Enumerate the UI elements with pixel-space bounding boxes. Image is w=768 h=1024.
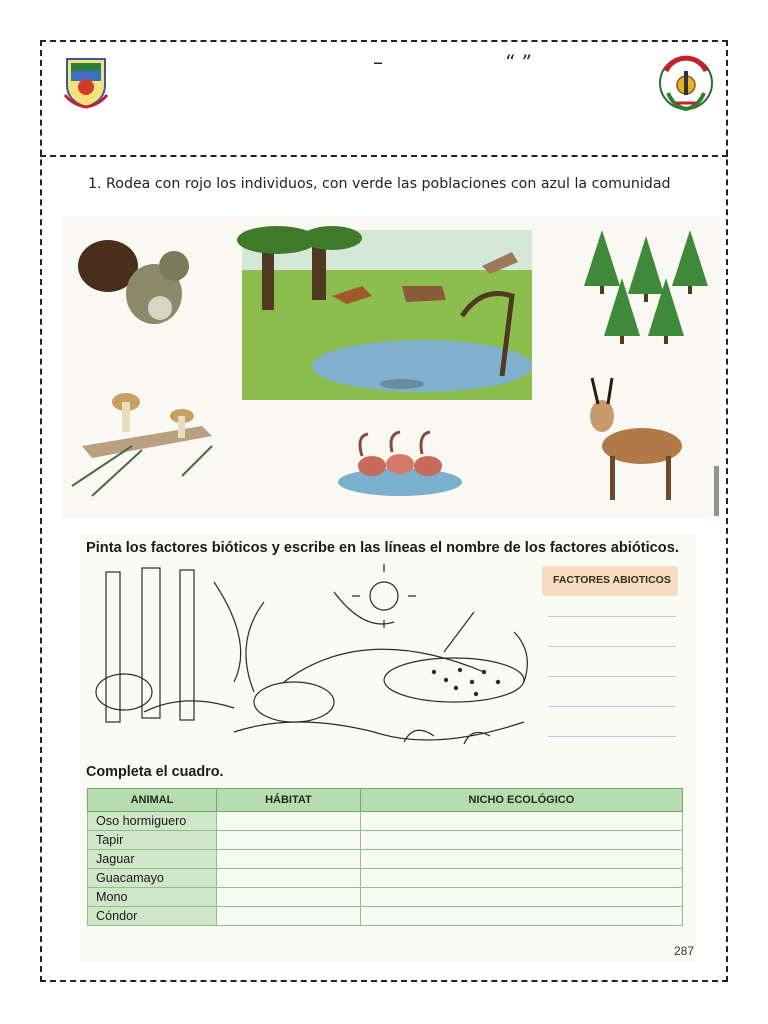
activity-title: Pinta los factores bióticos y escribe en las líneas el nombre de los factores abióticos. <box>86 540 679 556</box>
army-crest-logo <box>658 53 714 113</box>
table-row <box>88 888 683 907</box>
abiotic-factors-label: FACTORES ABIOTICOS <box>553 574 671 586</box>
header-dash: – <box>373 50 383 74</box>
nicho-cell[interactable] <box>360 850 682 869</box>
column-header-habitat: HÁBITAT <box>217 789 361 812</box>
habitat-cell[interactable] <box>217 850 361 869</box>
abiotic-answer-line[interactable] <box>548 736 676 737</box>
abiotic-answer-line[interactable] <box>548 646 676 647</box>
table-instruction: Completa el cuadro. <box>86 764 224 780</box>
table-row <box>88 812 683 831</box>
ecosystem-illustration <box>62 216 720 518</box>
habitat-cell[interactable] <box>217 907 361 926</box>
nicho-cell[interactable] <box>360 888 682 907</box>
header-quotes: “ ” <box>505 50 532 74</box>
abiotic-answer-line[interactable] <box>548 706 676 707</box>
jungle-illustration <box>84 562 534 758</box>
pond-community-illustration <box>237 226 532 400</box>
page-number: 287 <box>674 944 695 958</box>
table-row <box>88 907 683 926</box>
table-row <box>88 869 683 888</box>
column-header-animal: ANIMAL <box>88 789 217 812</box>
completion-table <box>87 788 683 926</box>
animal-cell: Guacamayo <box>88 869 217 888</box>
nicho-cell[interactable] <box>360 907 682 926</box>
table-row <box>88 831 683 850</box>
animal-cell: Mono <box>88 888 217 907</box>
school-crest-logo <box>63 55 109 109</box>
animal-cell: Oso hormiguero <box>88 812 217 831</box>
header-separator <box>40 155 728 157</box>
abiotic-answer-line[interactable] <box>548 616 676 617</box>
habitat-cell[interactable] <box>217 812 361 831</box>
habitat-cell[interactable] <box>217 888 361 907</box>
habitat-cell[interactable] <box>217 869 361 888</box>
nicho-cell[interactable] <box>360 869 682 888</box>
habitat-cell[interactable] <box>217 831 361 850</box>
animal-cell: Jaguar <box>88 850 217 869</box>
animal-cell: Cóndor <box>88 907 217 926</box>
abiotic-answer-line[interactable] <box>548 676 676 677</box>
table-row <box>88 850 683 869</box>
animal-cell: Tapir <box>88 831 217 850</box>
question-1-instruction: 1. Rodea con rojo los individuos, con verde las poblaciones con azul la comunidad <box>88 176 671 192</box>
table-header-row <box>88 789 683 812</box>
nicho-cell[interactable] <box>360 831 682 850</box>
nicho-cell[interactable] <box>360 812 682 831</box>
column-header-nicho: NICHO ECOLÓGICO <box>360 789 682 812</box>
